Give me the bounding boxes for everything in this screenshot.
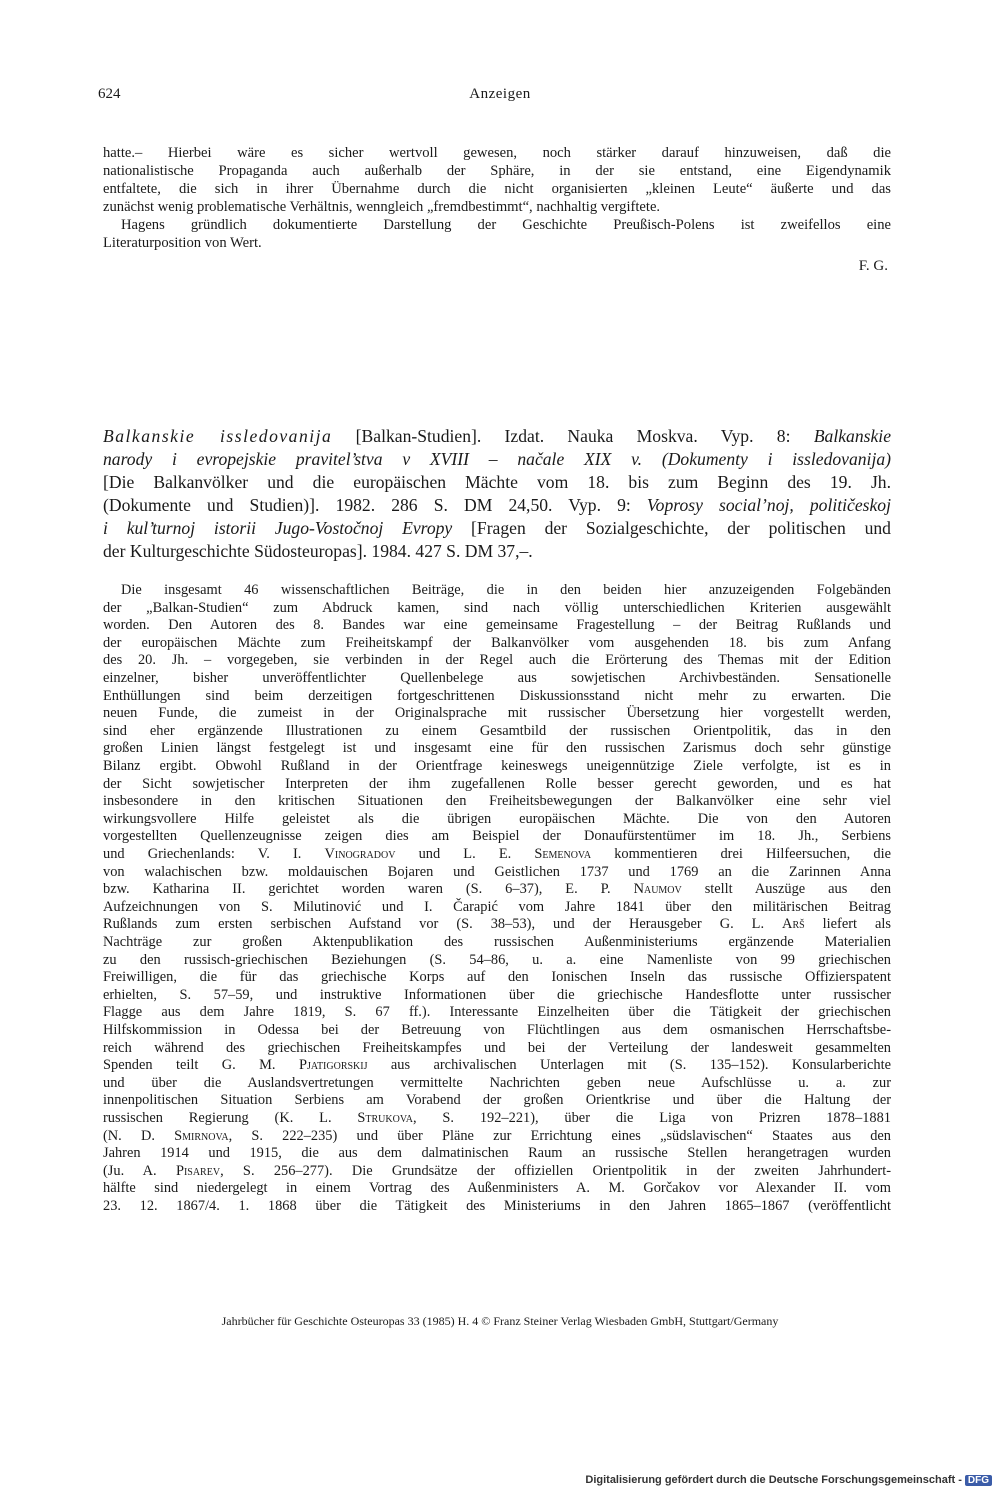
text-line: entfaltete, die sich in ihrer Übernahme durch die nicht organisierten „kleinen Leute“ äußerte und das xyxy=(103,181,891,197)
text-line: 23. 12. 1867/4. 1. 1868 über die Tätigkeit des Ministeriums in den Jahren 1865–1867 (veröffentlicht xyxy=(103,1198,891,1214)
text-line: worden. Den Autoren des 8. Bandes war eine gemeinsame Fragestellung – der Beitrag Rußlands und xyxy=(103,617,891,634)
text-line: Aufzeichnungen von S. Milutinović und I. Čarapić vom Jahre 1841 über den militärischen Beitrag xyxy=(103,898,891,915)
text-line: hälfte sind niedergelegt in einem Vortrag des Außenministers A. M. Gorčakov vor Alexander II. vom xyxy=(103,1180,891,1197)
text-line: Enthüllungen sind beim derzeitigen fortgeschrittenen Diskussionsstand nicht mehr zu erwarten. Die xyxy=(103,687,891,704)
text-line: der Sicht sowjetischer Interpreten der ihm zugefallenen Rolle besser gerecht geworden, und es hat xyxy=(103,775,891,792)
page-number: 624 xyxy=(98,86,121,102)
text-line: der europäischen Mächte zum Freiheitskampf der Balkanvölker vom ausgehenden 18. bis zum Anfang xyxy=(103,634,891,651)
dfg-watermark-text: Digitalisierung gefördert durch die Deutsche Forschungsgemeinschaft - xyxy=(585,1474,962,1486)
text-line: (Ju. A. Pisarev, S. 256–277). Die Grundsätze der offiziellen Orientpolitik in der zweiten Jahrhundert- xyxy=(103,1162,891,1179)
text-line: und Griechenlands: V. I. Vinogradov und L. E. Semenova kommentieren drei Hilfeersuchen, die xyxy=(103,846,891,862)
text-line: (N. D. Smirnova, S. 222–235) und über Pläne zur Errichtung eines „südslavischen“ Staates aus den xyxy=(103,1127,891,1144)
dfg-logo: DFG xyxy=(965,1475,992,1486)
text-line: des 20. Jh. – vorgegeben, sie verbinden in der Regel auch die Erörterung des Themas mit der Edition xyxy=(103,652,891,669)
review-signature: F. G. xyxy=(858,258,888,274)
text-line: einzelner, bisher unveröffentlichter Quellenbelege aus sowjetischen Archivbeständen. Sensationelle xyxy=(103,670,891,686)
text-line: Literaturposition von Wert. xyxy=(103,235,262,251)
text-line: insbesondere in den kritischen Situationen den Freiheitsbewegungen der Balkanvölker eine sehr viel xyxy=(103,793,891,810)
text-line: bzw. Katharina II. gerichtet worden waren (S. 6–37), E. P. Naumov stellt Auszüge aus den xyxy=(103,881,892,898)
biblio-line: (Dokumente und Studien)]. 1982. 286 S. DM 24,50. Vyp. 9: Voprosy social’noj, političeskoj xyxy=(103,495,891,515)
running-title: Anzeigen xyxy=(469,86,531,102)
text-line: neuen Funde, die zumeist in der Originalsprache mit russischer Übersetzung hier vorgestellt werden, xyxy=(103,705,891,722)
text-line: reich während des griechischen Freiheitskampfes und bei der Verteilung der landesweit gesammelten xyxy=(103,1039,891,1056)
text-line: Hagens gründlich dokumentierte Darstellung der Geschichte Preußisch-Polens ist zweifellos eine xyxy=(121,217,891,233)
biblio-line: narody i evropejskie pravitel’stva v XVIII – načale XIX v. (Dokumenty i issledovanija) xyxy=(103,449,891,469)
dfg-watermark xyxy=(585,1474,992,1486)
biblio-line: der Kulturgeschichte Südosteuropas]. 1984. 427 S. DM 37,–. xyxy=(103,541,533,561)
biblio-line: [Die Balkanvölker und die europäischen Mächte vom 18. bis zum Beginn des 19. Jh. xyxy=(103,472,891,492)
text-line: zunächst wenig problematische Verhältnis, wenngleich „fremdbestimmt“, nachhaltig vergiftete. xyxy=(103,199,661,215)
text-line: hatte.– Hierbei wäre es sicher wertvoll gewesen, noch stärker darauf hinzuweisen, daß die xyxy=(103,145,891,161)
text-line: Hilfskommission in Odessa bei der Betreuung von Flüchtlingen aus dem osmanischen Herrschaftsbe- xyxy=(103,1022,891,1038)
text-line: und über die Auslandsvertretungen vermittelte Nachrichten geben neue Aufschlüsse u. a. zur xyxy=(103,1074,891,1091)
journal-footer: Jahrbücher für Geschichte Osteuropas 33 (1985) H. 4 © Franz Steiner Verlag Wiesbaden GmbH, Stuttgart/Germany xyxy=(221,1314,779,1328)
text-line: zu den russisch-griechischen Beziehungen (S. 54–86, u. a. eine Namenliste von 99 griechischen xyxy=(103,951,891,968)
text-line: Nachträge zur großen Aktenpublikation des russischen Außenministeriums ergänzende Materialien xyxy=(103,934,891,950)
text-line: großen Linien längst festgelegt ist und insgesamt eine für den russischen Zarismus doch sehr günstige xyxy=(103,740,891,757)
text-line: sind eher ergänzende Illustrationen zu einem Gesamtbild der russischen Orientpolitik, das in den xyxy=(103,722,891,739)
text-line: erhielten, S. 57–59, und instruktive Informationen über die griechische Handesflotte unter russischer xyxy=(103,986,891,1003)
text-line: der „Balkan-Studien“ zum Abdruck kamen, sind nach völlig unterschiedlichen Kriterien ausgewählt xyxy=(103,599,891,616)
text-line: vorgestellten Quellenzeugnisse zeigen dies am Beispiel der Donaufürstentümer im 18. Jh., Serbiens xyxy=(103,828,891,845)
text-line: nationalistische Propaganda auch außerhalb der Sphäre, in der sie entstand, eine Eigendynamik xyxy=(103,163,891,179)
text-line: Flagge aus dem Jahre 1819, S. 67 ff.). Interessante Einzelheiten über die Tätigkeit der griechischen xyxy=(103,1004,891,1021)
text-line: innenpolitischen Situation Serbiens am Vorabend der großen Orientkrise und über die Haltung der xyxy=(103,1092,891,1109)
text-line: wirkungsvollere Hilfe geleistet als die übrigen europäischen Mächte. Die von den Autoren xyxy=(103,810,891,827)
text-line: von walachischen bzw. moldauischen Bojaren und Geistlichen 1737 und 1769 an die Zarinnen Anna xyxy=(103,863,891,880)
text-line: Rußlands zum ersten serbischen Aufstand vor (S. 38–53), und der Herausgeber G. L. Arš liefert als xyxy=(103,916,891,933)
biblio-line: i kul’turnoj istorii Jugo-Vostočnoj Evropy [Fragen der Sozialgeschichte, der politischen und xyxy=(103,518,891,538)
text-line: Bilanz ergibt. Obwohl Rußland in der Orientfrage keineswegs uneigennützige Ziele verfolgte, ist es in xyxy=(103,758,891,774)
text-line: Spenden teilt G. M. Pjatigorskij aus archivalischen Unterlagen mit (S. 135–152). Konsularberichte xyxy=(103,1057,891,1074)
text-line: russischen Regierung (K. L. Strukova, S. 192–221), über die Liga von Prizren 1878–1881 xyxy=(103,1110,891,1126)
text-line: Die insgesamt 46 wissenschaftlichen Beiträge, die in den beiden hier anzuzeigenden Folgebänden xyxy=(121,582,891,598)
text-line: Jahren 1914 und 1915, die aus dem dalmatinischen Raum an russische Stellen herangetragen wurden xyxy=(103,1145,891,1162)
text-line: Freiwilligen, die für das griechische Korps auf den Ionischen Inseln das russische Offizierspatent xyxy=(103,969,891,986)
biblio-line: Balkanskie issledovanija [Balkan-Studien]. Izdat. Nauka Moskva. Vyp. 8: Balkanskie xyxy=(103,426,891,446)
